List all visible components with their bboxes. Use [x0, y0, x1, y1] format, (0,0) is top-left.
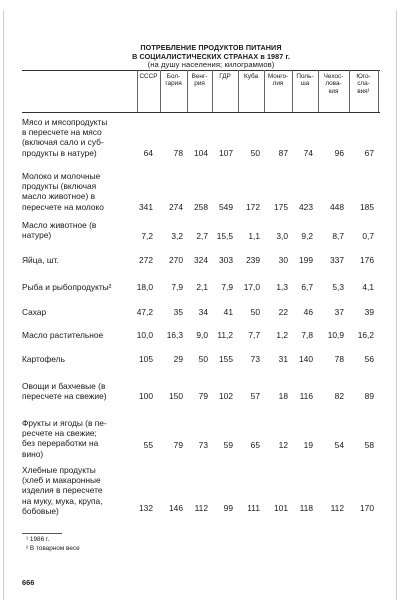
row-label-line: Яйца, шт. [22, 255, 59, 265]
table-cell: 140 [299, 354, 313, 364]
table-cell: 2,7 [196, 231, 208, 241]
table-cell: 549 [219, 202, 233, 212]
table-cell: 41 [223, 307, 233, 317]
row-label-line: продукты (включая [22, 181, 97, 192]
column-header-line: вия¹ [357, 87, 370, 95]
table-cell: 100 [139, 391, 153, 401]
table-cell: 12 [278, 440, 288, 450]
header-bottom-rule [22, 112, 380, 113]
table-cell: 7,9 [171, 282, 183, 292]
row-label-line: бобовые) [22, 505, 59, 516]
column-header-line: рия [194, 80, 205, 88]
table-cell: 1,3 [276, 282, 288, 292]
column-separator [378, 70, 379, 112]
table-cell: 7,2 [141, 231, 153, 241]
table-cell: 65 [250, 440, 260, 450]
column-header-line: Венг- [191, 73, 208, 80]
table-cell: 79 [198, 391, 208, 401]
table-cell: 423 [299, 202, 313, 212]
page-number: 666 [22, 578, 35, 587]
table-cell: 96 [334, 148, 344, 158]
table-cell: 39 [364, 307, 374, 317]
table-cell: 270 [169, 255, 183, 265]
table-cell: 116 [299, 391, 313, 401]
table-cell: 272 [139, 255, 153, 265]
column-header-line: Чехос- [323, 73, 344, 80]
table-cell: 324 [194, 255, 208, 265]
table-cell: 74 [303, 148, 313, 158]
row-label-line: изделия в пересчете [22, 485, 103, 496]
table-cell: 199 [299, 255, 313, 265]
table-cell: 78 [173, 148, 183, 158]
column-header [187, 73, 212, 88]
row-label-line: продукты в натуре) [22, 147, 97, 158]
row-label-line: Масло растительное [22, 330, 104, 340]
table-cell: 56 [364, 354, 374, 364]
table-cell: 5,3 [332, 282, 344, 292]
table-cell: 239 [246, 255, 260, 265]
table-cell: 19 [303, 440, 313, 450]
row-label-line: Сахар [22, 307, 47, 317]
footnote-2: ² В товарном весе [26, 545, 80, 552]
column-header [212, 73, 238, 80]
table-cell: 146 [169, 503, 183, 513]
table-cell: 47,2 [136, 307, 153, 317]
table-cell: 29 [173, 354, 183, 364]
table-cell: 1,1 [248, 231, 260, 241]
table-cell: 64 [143, 148, 153, 158]
column-header [264, 73, 292, 88]
table-cell: 50 [250, 307, 260, 317]
table-cell: 18 [278, 391, 288, 401]
table-cell: 104 [194, 148, 208, 158]
table-cell: 112 [330, 503, 344, 513]
table-cell: 10,0 [136, 330, 153, 340]
row-label-line: ресчете на свежие; [22, 428, 97, 439]
column-header-line: СССР [139, 73, 158, 80]
table-cell: 22 [278, 307, 288, 317]
table-cell: 337 [330, 255, 344, 265]
row-label-line: без переработки на [22, 438, 99, 449]
table-cell: 132 [139, 503, 153, 513]
table-cell: 35 [173, 307, 183, 317]
table-cell: 9,0 [196, 330, 208, 340]
row-label-line: в пересчете на мясо [22, 127, 102, 138]
table-cell: 3,2 [171, 231, 183, 241]
table-cell: 73 [250, 354, 260, 364]
column-header-line: Поль- [296, 73, 314, 80]
table-cell: 3,0 [276, 231, 288, 241]
table-cell: 79 [173, 440, 183, 450]
table-cell: 46 [303, 307, 313, 317]
table-cell: 0,7 [362, 231, 374, 241]
column-header-line: гария [165, 80, 182, 88]
table-cell: 31 [278, 354, 288, 364]
row-label-line: масло животное) в [22, 191, 96, 202]
column-header-line: лова- [325, 80, 342, 88]
table-cell: 258 [194, 202, 208, 212]
column-header-line: сла- [357, 80, 370, 88]
table-cell: 7,7 [248, 330, 260, 340]
title-line-1: ПОТРЕБЛЕНИЕ ПРОДУКТОВ ПИТАНИЯ [140, 43, 282, 52]
table-cell: 155 [219, 354, 233, 364]
row-label-line: (включая сало и суб- [22, 137, 104, 148]
table-cell: 107 [219, 148, 233, 158]
table-title [96, 44, 326, 70]
title-line-2: В СОЦИАЛИСТИЧЕСКИХ СТРАНАХ в 1987 г. [132, 51, 290, 61]
table-cell: 150 [169, 391, 183, 401]
table-cell: 18,0 [136, 282, 153, 292]
table-cell: 16,3 [166, 330, 183, 340]
row-label-line: Рыба и рыбопродукты² [22, 282, 112, 292]
header-top-rule [22, 70, 380, 71]
column-header-line: Бол- [166, 73, 181, 80]
table-cell: 303 [219, 255, 233, 265]
row-label-line: Овощи и бахчевые (в [22, 381, 106, 391]
table-cell: 87 [278, 148, 288, 158]
table-cell: 102 [219, 391, 233, 401]
column-header-line: Юго- [356, 73, 371, 80]
table-cell: 30 [278, 255, 288, 265]
row-label-line: на муку, мука, крупа, [22, 495, 103, 506]
row-label-line: Хлебные продукты [22, 465, 96, 475]
column-header-line: Монго- [267, 73, 289, 80]
row-label-line: Картофель [22, 354, 65, 364]
table-cell: 78 [334, 354, 344, 364]
table-cell: 274 [169, 202, 183, 212]
table-cell: 8,7 [332, 231, 344, 241]
table-cell: 105 [139, 354, 153, 364]
row-label-line: пересчете на молоко [22, 201, 104, 212]
table-cell: 101 [274, 503, 288, 513]
column-header-line: лия [272, 80, 284, 88]
row-label-line: Масло животное (в [22, 220, 97, 230]
column-header-line: ша [300, 80, 310, 88]
column-header [292, 73, 318, 88]
table-cell: 89 [364, 391, 374, 401]
table-cell: 15,5 [216, 231, 233, 241]
table-cell: 4,1 [362, 282, 374, 292]
footnote-rule [22, 533, 62, 534]
table-cell: 185 [360, 202, 374, 212]
row-label-line: Фрукты и ягоды (в пе- [22, 418, 107, 428]
column-header [137, 73, 160, 80]
table-cell: 172 [246, 202, 260, 212]
table-cell: 111 [247, 503, 260, 513]
table-cell: 112 [194, 503, 208, 513]
table-cell: 341 [139, 202, 153, 212]
table-cell: 67 [364, 148, 374, 158]
row-label-line: пересчете на свежие) [22, 391, 107, 402]
table-cell: 7,8 [301, 330, 313, 340]
table-cell: 50 [198, 354, 208, 364]
table-cell: 448 [330, 202, 344, 212]
table-cell: 1,2 [276, 330, 288, 340]
column-header-line: Куба [243, 73, 259, 80]
table-cell: 16,2 [357, 330, 374, 340]
title-line-3: (на душу населения; килограммов) [147, 60, 275, 70]
table-cell: 73 [198, 440, 208, 450]
column-header [238, 73, 264, 80]
row-label-line: Мясо и мясопродукты [22, 117, 108, 127]
table-cell: 9,2 [301, 231, 313, 241]
table-cell: 54 [334, 440, 344, 450]
row-label [22, 418, 140, 459]
table-cell: 170 [360, 503, 374, 513]
table-cell: 7,9 [221, 282, 233, 292]
footnote-1: ¹ 1986 г. [26, 536, 50, 543]
row-label-line: Молоко и молочные [22, 171, 101, 181]
table-cell: 50 [250, 148, 260, 158]
column-header-line: кия [328, 87, 339, 95]
page-edge-left [3, 10, 4, 600]
column-header [160, 73, 187, 88]
row-label-line: натуре) [22, 230, 52, 241]
table-cell: 59 [223, 440, 233, 450]
table-cell: 55 [143, 440, 153, 450]
table-cell: 118 [299, 503, 313, 513]
page-edge-right [396, 10, 397, 600]
table-cell: 34 [198, 307, 208, 317]
table-cell: 6,7 [301, 282, 313, 292]
table-cell: 37 [334, 307, 344, 317]
column-header-line: ГДР [219, 73, 231, 80]
column-header [349, 73, 378, 95]
table-cell: 82 [334, 391, 344, 401]
table-cell: 57 [250, 391, 260, 401]
row-label-line: вино) [22, 448, 44, 459]
column-header [318, 73, 349, 95]
table-cell: 99 [223, 503, 233, 513]
table-cell: 10,9 [327, 330, 344, 340]
table-cell: 2,1 [196, 282, 208, 292]
table-cell: 11,2 [217, 330, 233, 340]
table-cell: 58 [364, 440, 374, 450]
table-cell: 176 [360, 255, 374, 265]
table-cell: 175 [274, 202, 288, 212]
table-cell: 17,0 [243, 282, 260, 292]
row-label-line: (хлеб и макаронные [22, 475, 101, 486]
